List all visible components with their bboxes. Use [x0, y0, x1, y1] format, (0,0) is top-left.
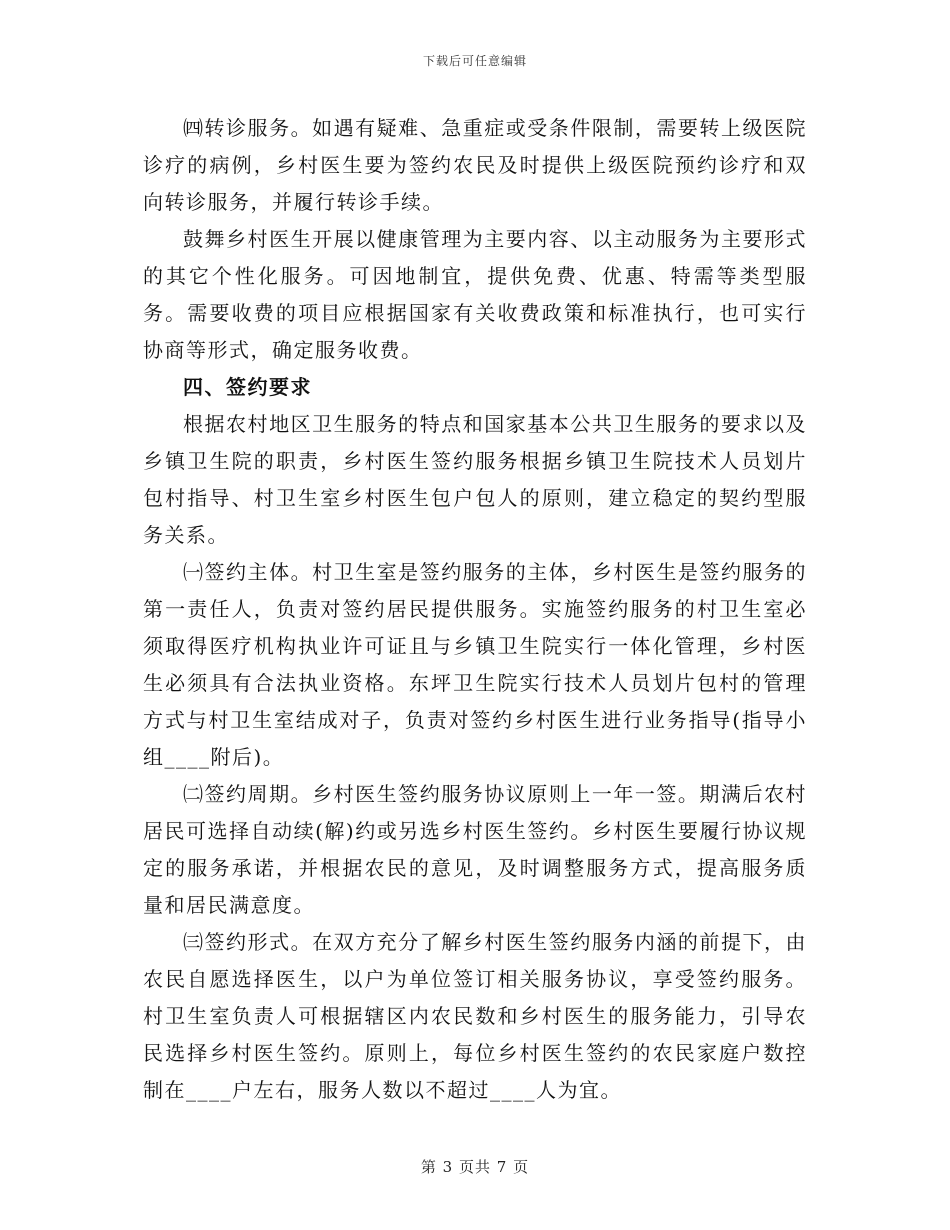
paragraph-signing-principles: 根据农村地区卫生服务的特点和国家基本公共卫生服务的要求以及乡镇卫生院的职责，乡村医生签约服务根据乡镇卫生院技术人员划片包村指导、村卫生室乡村医生包户包人的原则，建立稳定的契约型服务关系。	[143, 412, 807, 547]
page-footer: 第 3 页共 7 页	[420, 1158, 530, 1176]
paragraph-personalized-service: 鼓舞乡村医生开展以健康管理为主要内容、以主动服务为主要形式的其它个性化服务。可因地制宜，提供免费、优惠、特需等类型服务。需要收费的项目应根据国家有关收费政策和标准执行，也可实行协商等形式，确定服务收费。	[143, 227, 807, 362]
paragraph-referral-service: ㈣转诊服务。如遇有疑难、急重症或受条件限制，需要转上级医院诊疗的病例，乡村医生要为签约农民及时提供上级医院预约诊疗和双向转诊服务，并履行转诊手续。	[143, 116, 807, 214]
paragraph-signing-form: ㈢签约形式。在双方充分了解乡村医生签约服务内涵的前提下，由农民自愿选择医生，以户为单位签订相关服务协议，享受签约服务。村卫生室负责人可根据辖区内农民数和乡村医生的服务能力，引导农民选择乡村医生签约。原则上，每位乡村医生签约的农民家庭户数控制在____户左右，服务人数以不超过____人为宜。	[143, 930, 807, 1102]
section-heading-signing-requirements: 四、签约要求	[183, 375, 312, 399]
paragraph-signing-period: ㈡签约周期。乡村医生签约服务协议原则上一年一签。期满后农村居民可选择自动续(解)约或另选乡村医生签约。乡村医生要履行协议规定的服务承诺，并根据农民的意见，及时调整服务方式，提高服务质量和居民满意度。	[143, 782, 807, 917]
paragraph-signing-subject: ㈠签约主体。村卫生室是签约服务的主体，乡村医生是签约服务的第一责任人，负责对签约居民提供服务。实施签约服务的村卫生室必须取得医疗机构执业许可证且与乡镇卫生院实行一体化管理，乡村医生必须具有合法执业资格。东坪卫生院实行技术人员划片包村的管理方式与村卫生室结成对子，负责对签约乡村医生进行业务指导(指导小组____附后)。	[143, 560, 807, 769]
document-body	[143, 110, 807, 1109]
page-header: 下载后可任意编辑	[422, 54, 527, 68]
